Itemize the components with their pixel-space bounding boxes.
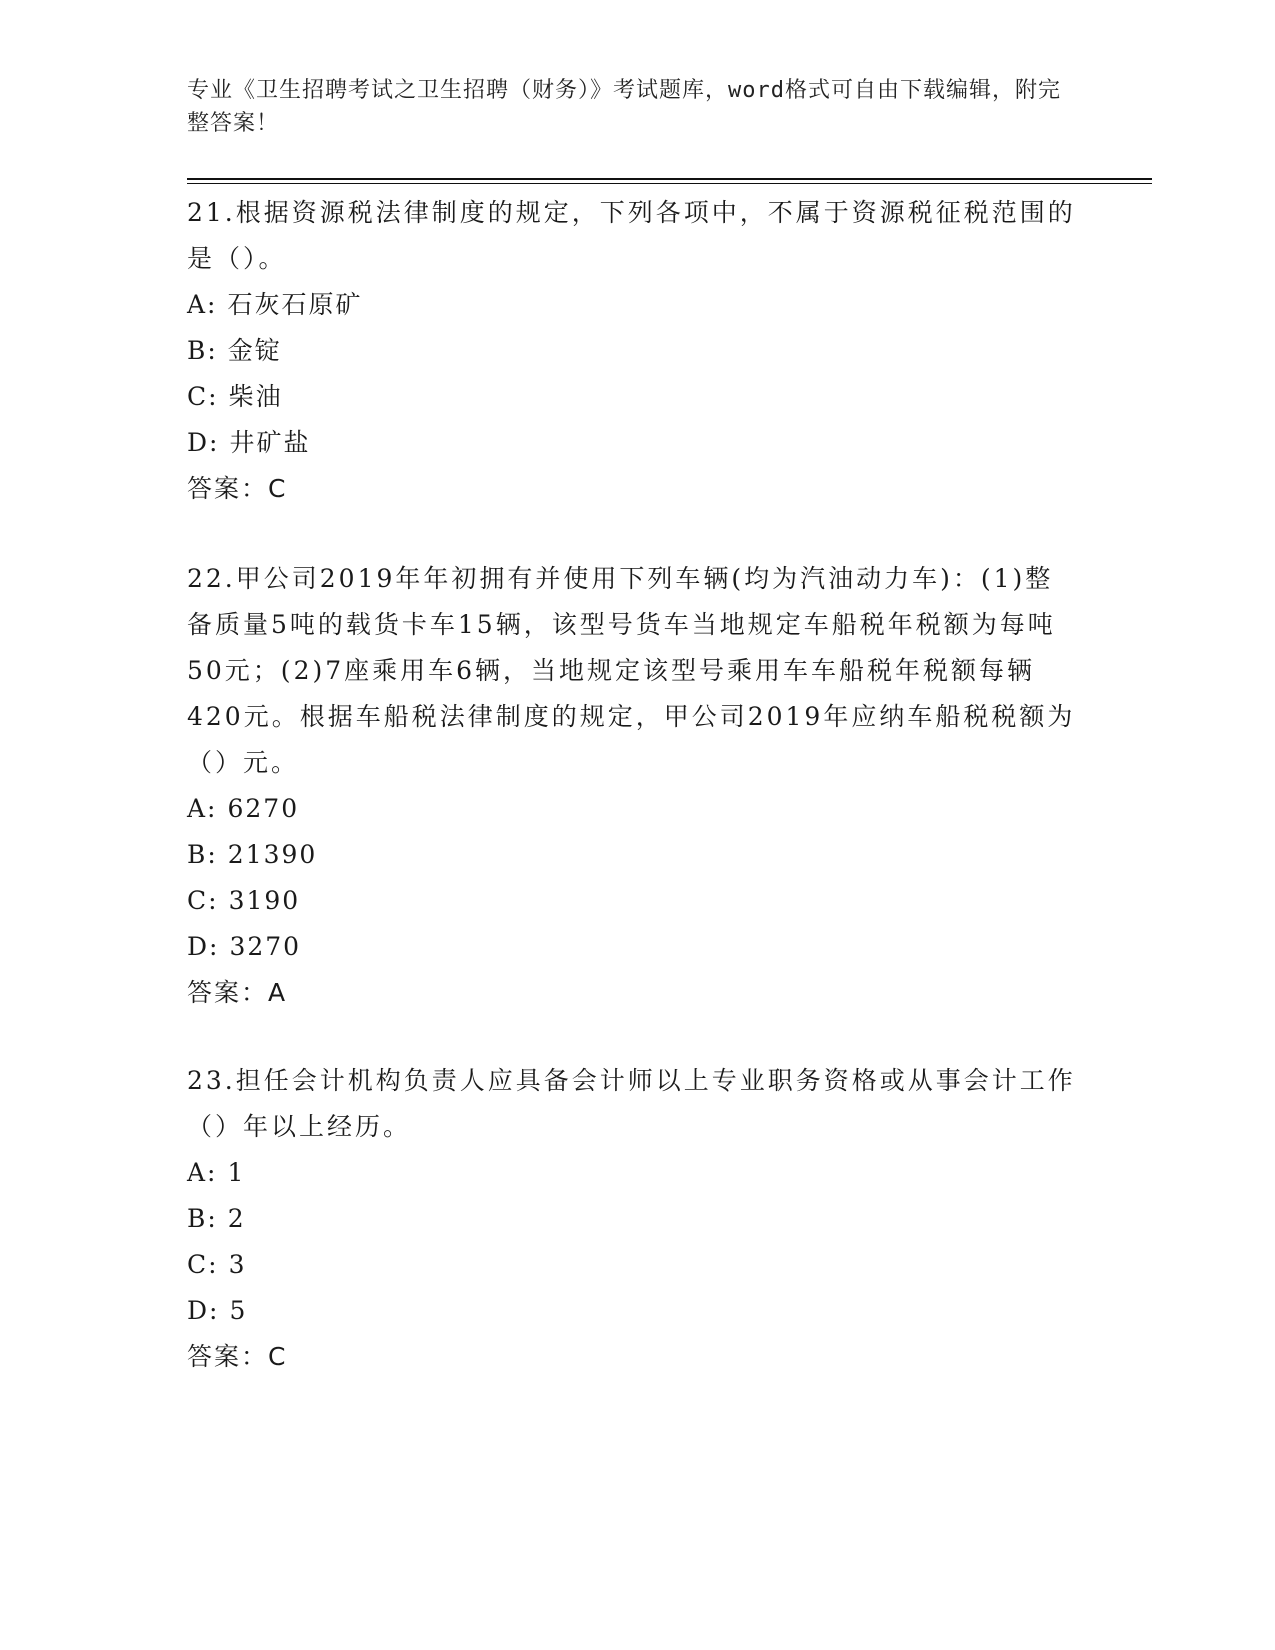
question-21 (187, 190, 1077, 512)
option-text: 3190 (228, 886, 301, 915)
option-a (187, 1150, 1077, 1196)
option-letter: B: (187, 336, 218, 365)
option-letter: D: (187, 932, 220, 961)
option-text: 3 (228, 1250, 247, 1279)
option-b (187, 328, 1077, 374)
option-text: 柴油 (228, 382, 283, 411)
option-c (187, 1242, 1077, 1288)
answer: 答案：C (187, 474, 288, 503)
option-text: 石灰石原矿 (227, 290, 363, 319)
option-text: 2 (227, 1204, 246, 1233)
option-a (187, 282, 1077, 328)
option-letter: A: (187, 1158, 218, 1187)
question-text (187, 190, 1077, 282)
option-c (187, 878, 1077, 924)
option-letter: C: (187, 1250, 219, 1279)
option-letter: C: (187, 886, 219, 915)
option-letter: D: (187, 428, 220, 457)
header-text: 专业《卫生招聘考试之卫生招聘（财务）》考试题库，word格式可自由下载编辑，附完整答案！ (187, 78, 1061, 136)
question-body: 担任会计机构负责人应具备会计师以上专业职务资格或从事会计工作（）年以上经历。 (187, 1066, 1076, 1141)
option-b (187, 1196, 1077, 1242)
option-d (187, 924, 1077, 970)
option-letter: C: (187, 382, 219, 411)
option-letter: B: (187, 840, 218, 869)
question-body: 根据资源税法律制度的规定，下列各项中，不属于资源税征税范围的是（）。 (187, 198, 1076, 273)
question-23 (187, 1058, 1077, 1380)
option-text: 金锭 (227, 336, 282, 365)
option-d (187, 420, 1077, 466)
question-text (187, 556, 1077, 786)
question-body: 甲公司2019年年初拥有并使用下列车辆(均为汽油动力车)：(1)整备质量5吨的载货卡车15辆，该型号货车当地规定车船税年税额为每吨50元；(2)7座乘用车6辆，当地规定该型号乘用车车船税年税额每辆420元。根据车船税法律制度的规定，甲公司2019年应纳车船税税额为（）元。 (187, 564, 1076, 777)
option-text: 5 (229, 1296, 248, 1325)
option-letter: A: (187, 290, 218, 319)
option-letter: D: (187, 1296, 220, 1325)
answer: 答案：A (187, 978, 288, 1007)
option-text: 1 (227, 1158, 246, 1187)
option-d (187, 1288, 1077, 1334)
header-divider-thin (187, 183, 1152, 184)
question-22 (187, 556, 1077, 1016)
question-number: 21. (187, 198, 236, 227)
answer: 答案：C (187, 1342, 288, 1371)
option-text: 井矿盐 (229, 428, 311, 457)
option-text: 3270 (229, 932, 302, 961)
document-header (187, 74, 1067, 140)
question-number: 23. (187, 1066, 236, 1095)
option-letter: A: (187, 794, 218, 823)
option-letter: B: (187, 1204, 218, 1233)
option-c (187, 374, 1077, 420)
header-divider-thick (187, 178, 1152, 180)
option-text: 21390 (227, 840, 318, 869)
option-a (187, 786, 1077, 832)
question-number: 22. (187, 564, 236, 593)
question-text (187, 1058, 1077, 1150)
option-text: 6270 (227, 794, 300, 823)
option-b (187, 832, 1077, 878)
